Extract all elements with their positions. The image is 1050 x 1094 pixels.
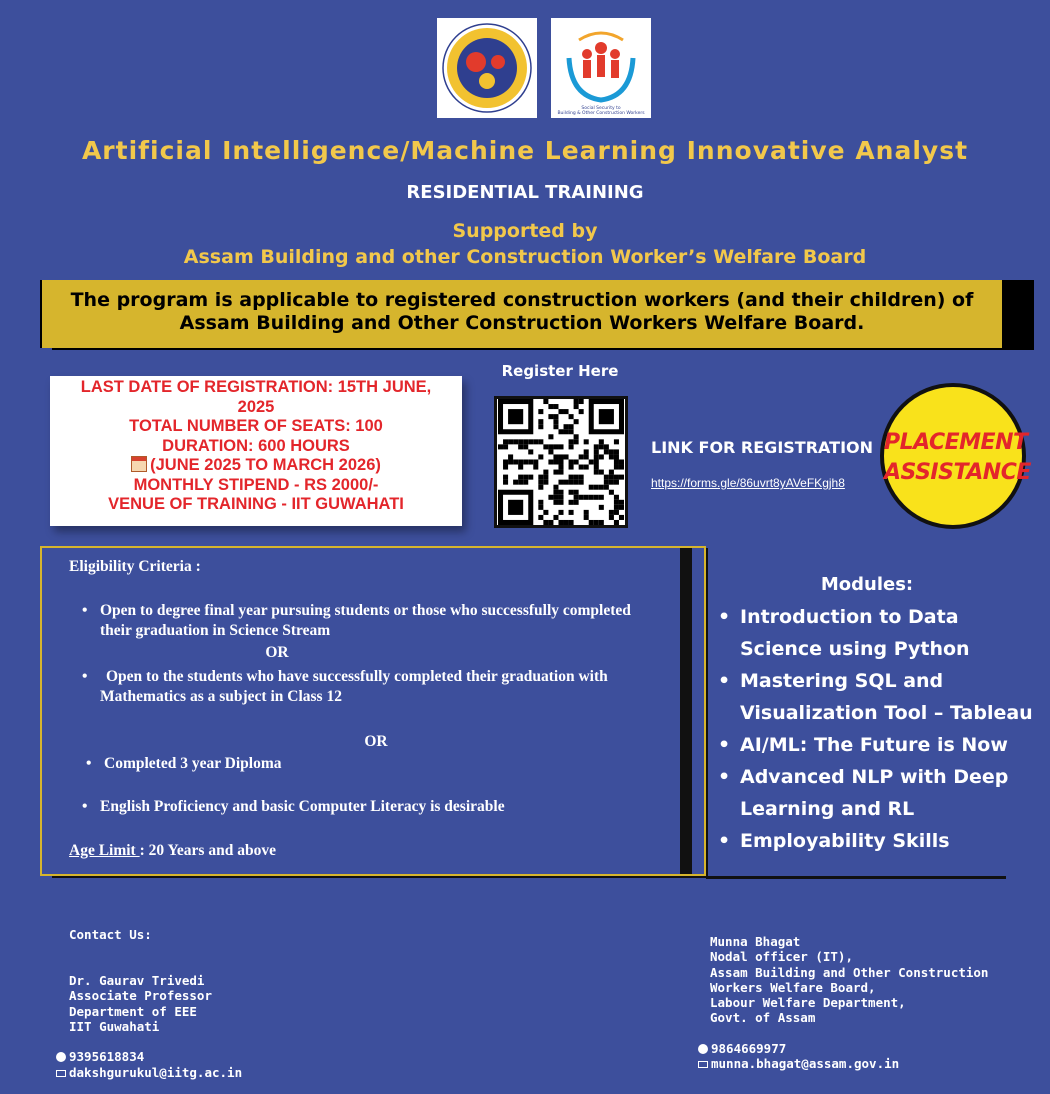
support-block bbox=[0, 218, 1050, 270]
contact-left-phone: 9395618834 bbox=[56, 1049, 144, 1064]
info-line: LAST DATE OF REGISTRATION: 15TH JUNE, bbox=[80, 378, 432, 396]
placement-line1: PLACEMENT bbox=[884, 430, 1028, 455]
contact-right-phone: 9864669977 bbox=[698, 1041, 786, 1056]
mail-icon bbox=[56, 1070, 66, 1077]
info-line: DURATION: 600 HOURS bbox=[162, 436, 350, 455]
page-title: Artificial Intelligence/Machine Learning Innovative Analyst bbox=[81, 136, 969, 165]
or-separator: OR bbox=[364, 733, 388, 750]
eligibility-item: • Open to degree final year pursuing students or those who successfully completed their graduation in Science Stream bbox=[100, 601, 680, 641]
subtitle: RESIDENTIAL TRAINING bbox=[406, 182, 644, 203]
module-item: • Mastering SQL and Visualization Tool – Tableau bbox=[718, 665, 1048, 729]
supported-by: Supported by bbox=[452, 220, 598, 242]
eligibility-banner bbox=[40, 280, 1002, 348]
info-line: 2025 bbox=[237, 397, 275, 416]
board-logo bbox=[551, 18, 651, 118]
modules-heading: Modules: bbox=[820, 574, 914, 595]
link-label: LINK FOR REGISTRATION bbox=[651, 438, 874, 457]
eligibility-heading: Eligibility Criteria : bbox=[69, 558, 201, 575]
module-item: • AI/ML: The Future is Now bbox=[718, 729, 1048, 761]
info-line: TOTAL NUMBER OF SEATS: 100 bbox=[129, 417, 383, 435]
banner-line1: The program is applicable to registered construction workers (and their children) of bbox=[70, 289, 974, 311]
registration-link[interactable]: https://forms.gle/86uvrt8yAVeFKgjh8 bbox=[651, 476, 845, 490]
modules-list bbox=[718, 601, 1048, 857]
module-item: • Advanced NLP with Deep Learning and RL bbox=[718, 761, 1048, 825]
svg-text:Social Security to: Social Security to bbox=[581, 106, 621, 111]
placement-line2: ASSISTANCE bbox=[884, 460, 1031, 485]
banner-line2: Assam Building and Other Construction Workers Welfare Board. bbox=[179, 312, 865, 334]
info-line: VENUE OF TRAINING - IIT GUWAHATI bbox=[108, 495, 404, 513]
phone-icon bbox=[56, 1052, 66, 1062]
calendar-icon bbox=[131, 456, 147, 472]
module-item: • Introduction to Data Science using Python bbox=[718, 601, 1048, 665]
divider bbox=[706, 876, 1006, 879]
contact-heading: Contact Us: bbox=[69, 927, 152, 942]
eligibility-box bbox=[40, 546, 706, 876]
mail-icon bbox=[698, 1061, 708, 1068]
eligibility-item: • English Proficiency and basic Computer Literacy is desirable bbox=[100, 798, 505, 816]
iitg-logo bbox=[437, 18, 537, 118]
key-info-box bbox=[50, 376, 462, 526]
eligibility-item: • Completed 3 year Diploma bbox=[104, 755, 282, 773]
qr-code[interactable] bbox=[494, 396, 628, 528]
info-line: (JUNE 2025 TO MARCH 2026) bbox=[50, 456, 462, 476]
supporter-name: Assam Building and other Construction Worker’s Welfare Board bbox=[183, 246, 867, 268]
info-line: MONTHLY STIPEND - RS 2000/- bbox=[133, 475, 379, 494]
contact-left-email[interactable]: dakshgurukul@iitg.ac.in bbox=[56, 1065, 242, 1080]
register-heading: Register Here bbox=[501, 362, 619, 380]
phone-icon bbox=[698, 1044, 708, 1054]
age-limit: Age Limit : 20 Years and above bbox=[69, 842, 276, 859]
svg-text:Building & Other Construction: Building & Other Construction Workers bbox=[557, 111, 645, 116]
contact-right-email[interactable]: munna.bhagat@assam.gov.in bbox=[698, 1056, 899, 1071]
placement-badge bbox=[880, 383, 1031, 529]
contact-right: Munna Bhagat Nodal officer (IT), Assam Building and Other Construction Workers Welfare Board, Labour Welfare Department, Govt. of Assam bbox=[710, 934, 989, 1026]
module-item: • Employability Skills bbox=[718, 825, 1048, 857]
contact-left: Dr. Gaurav Trivedi Associate Professor Department of EEE IIT Guwahati bbox=[69, 973, 212, 1034]
or-separator: OR bbox=[265, 644, 289, 661]
eligibility-item: • Open to the students who have successfully completed their graduation with Mathematics as a subject in Class 12 bbox=[100, 667, 680, 707]
